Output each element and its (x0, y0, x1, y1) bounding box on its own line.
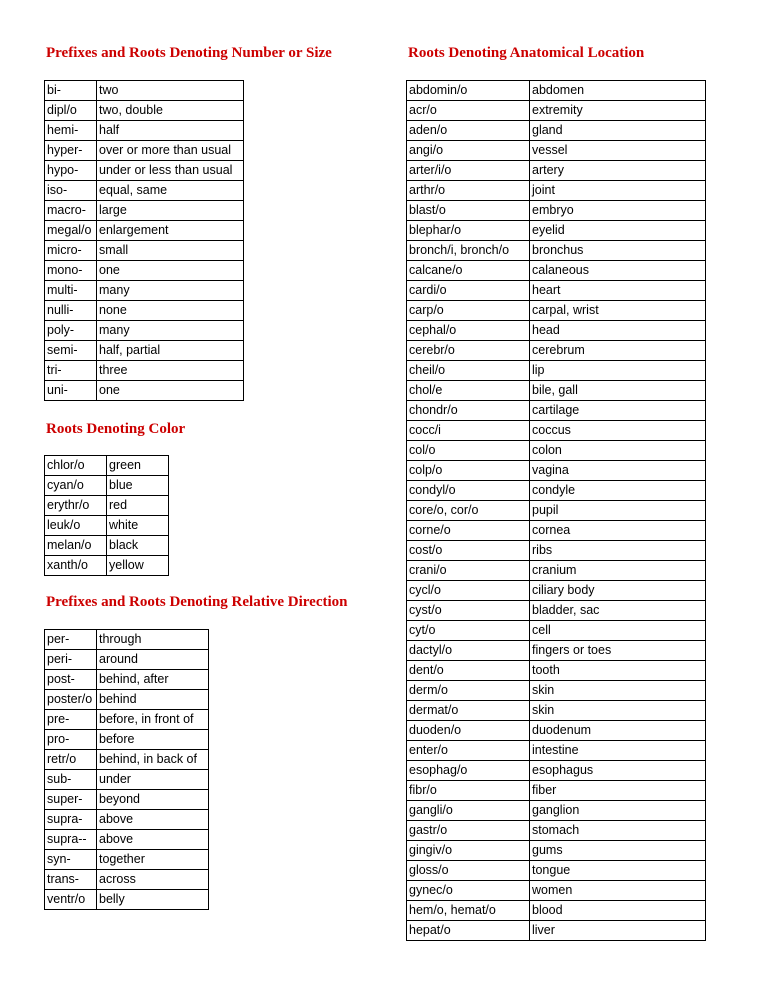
section-title-anatomical: Roots Denoting Anatomical Location (408, 45, 645, 61)
term-cell: core/o, cor/o (407, 501, 530, 521)
meaning-cell: half (97, 121, 244, 141)
term-cell: dactyl/o (407, 641, 530, 661)
table-row (45, 556, 169, 576)
meaning-cell: green (107, 456, 169, 476)
term-cell: cephal/o (407, 321, 530, 341)
table-row (45, 301, 244, 321)
table-row (45, 181, 244, 201)
meaning-cell: extremity (530, 101, 706, 121)
term-cell: chol/e (407, 381, 530, 401)
meaning-cell: one (97, 381, 244, 401)
term-cell: colp/o (407, 461, 530, 481)
term-cell: blast/o (407, 201, 530, 221)
section-title-direction: Prefixes and Roots Denoting Relative Direction (46, 594, 348, 610)
table-row (45, 670, 209, 690)
table-row (45, 101, 244, 121)
table-row (407, 841, 706, 861)
table-row (407, 561, 706, 581)
term-cell: hemi- (45, 121, 97, 141)
term-cell: corne/o (407, 521, 530, 541)
meaning-cell: many (97, 281, 244, 301)
table-row (407, 701, 706, 721)
meaning-cell: condyle (530, 481, 706, 501)
table-row (407, 81, 706, 101)
table-row (407, 221, 706, 241)
table-row (407, 321, 706, 341)
meaning-cell: esophagus (530, 761, 706, 781)
table-row (407, 881, 706, 901)
term-cell: nulli- (45, 301, 97, 321)
table-row (407, 861, 706, 881)
meaning-cell: liver (530, 921, 706, 941)
meaning-cell: head (530, 321, 706, 341)
meaning-cell: colon (530, 441, 706, 461)
meaning-cell: abdomen (530, 81, 706, 101)
table-row (45, 381, 244, 401)
table-row (45, 850, 209, 870)
table-row (407, 601, 706, 621)
meaning-cell: stomach (530, 821, 706, 841)
table-row (407, 361, 706, 381)
meaning-cell: vessel (530, 141, 706, 161)
meaning-cell: large (97, 201, 244, 221)
table-row (407, 681, 706, 701)
color-table (44, 455, 169, 576)
term-cell: col/o (407, 441, 530, 461)
term-cell: chondr/o (407, 401, 530, 421)
table-row (407, 121, 706, 141)
term-cell: fibr/o (407, 781, 530, 801)
term-cell: trans- (45, 870, 97, 890)
term-cell: cocc/i (407, 421, 530, 441)
table-row (407, 161, 706, 181)
table-row (407, 821, 706, 841)
meaning-cell: cornea (530, 521, 706, 541)
table-row (407, 741, 706, 761)
meaning-cell: coccus (530, 421, 706, 441)
table-row (407, 761, 706, 781)
meaning-cell: gums (530, 841, 706, 861)
table-row (45, 630, 209, 650)
term-cell: gynec/o (407, 881, 530, 901)
table-row (407, 661, 706, 681)
term-cell: cyan/o (45, 476, 107, 496)
term-cell: super- (45, 790, 97, 810)
term-cell: arter/i/o (407, 161, 530, 181)
meaning-cell: three (97, 361, 244, 381)
meaning-cell: cartilage (530, 401, 706, 421)
meaning-cell: skin (530, 681, 706, 701)
section-title-color: Roots Denoting Color (46, 421, 186, 437)
term-cell: bronch/i, bronch/o (407, 241, 530, 261)
meaning-cell: lip (530, 361, 706, 381)
table-row (407, 301, 706, 321)
meaning-cell: equal, same (97, 181, 244, 201)
table-row (45, 690, 209, 710)
table-row (407, 341, 706, 361)
term-cell: enter/o (407, 741, 530, 761)
meaning-cell: belly (97, 890, 209, 910)
table-row (45, 261, 244, 281)
table-row (45, 710, 209, 730)
table-row (407, 901, 706, 921)
term-cell: post- (45, 670, 97, 690)
term-cell: retr/o (45, 750, 97, 770)
meaning-cell: ribs (530, 541, 706, 561)
term-cell: supra-- (45, 830, 97, 850)
term-cell: semi- (45, 341, 97, 361)
table-row (45, 516, 169, 536)
meaning-cell: red (107, 496, 169, 516)
meaning-cell: above (97, 810, 209, 830)
table-row (45, 81, 244, 101)
table-row (407, 461, 706, 481)
term-cell: multi- (45, 281, 97, 301)
term-cell: micro- (45, 241, 97, 261)
meaning-cell: blood (530, 901, 706, 921)
meaning-cell: blue (107, 476, 169, 496)
term-cell: cost/o (407, 541, 530, 561)
meaning-cell: joint (530, 181, 706, 201)
meaning-cell: duodenum (530, 721, 706, 741)
term-cell: blephar/o (407, 221, 530, 241)
number-size-table (44, 80, 244, 401)
table-row (407, 521, 706, 541)
meaning-cell: enlargement (97, 221, 244, 241)
term-cell: tri- (45, 361, 97, 381)
meaning-cell: eyelid (530, 221, 706, 241)
term-cell: bi- (45, 81, 97, 101)
term-cell: duoden/o (407, 721, 530, 741)
term-cell: dipl/o (45, 101, 97, 121)
table-row (45, 121, 244, 141)
table-row (45, 750, 209, 770)
table-row (45, 650, 209, 670)
table-row (407, 641, 706, 661)
table-row (407, 781, 706, 801)
meaning-cell: bronchus (530, 241, 706, 261)
meaning-cell: before (97, 730, 209, 750)
table-row (407, 101, 706, 121)
term-cell: angi/o (407, 141, 530, 161)
meaning-cell: tongue (530, 861, 706, 881)
meaning-cell: fiber (530, 781, 706, 801)
meaning-cell: artery (530, 161, 706, 181)
term-cell: leuk/o (45, 516, 107, 536)
meaning-cell: yellow (107, 556, 169, 576)
term-cell: peri- (45, 650, 97, 670)
term-cell: hyper- (45, 141, 97, 161)
meaning-cell: small (97, 241, 244, 261)
term-cell: cheil/o (407, 361, 530, 381)
meaning-cell: through (97, 630, 209, 650)
term-cell: derm/o (407, 681, 530, 701)
meaning-cell: white (107, 516, 169, 536)
table-row (407, 201, 706, 221)
meaning-cell: black (107, 536, 169, 556)
meaning-cell: under (97, 770, 209, 790)
section-title-number-size: Prefixes and Roots Denoting Number or Size (46, 45, 332, 61)
term-cell: abdomin/o (407, 81, 530, 101)
table-row (45, 361, 244, 381)
term-cell: iso- (45, 181, 97, 201)
meaning-cell: cerebrum (530, 341, 706, 361)
term-cell: calcane/o (407, 261, 530, 281)
meaning-cell: above (97, 830, 209, 850)
term-cell: xanth/o (45, 556, 107, 576)
table-row (45, 241, 244, 261)
table-row (407, 501, 706, 521)
table-row (407, 281, 706, 301)
table-row (45, 321, 244, 341)
meaning-cell: one (97, 261, 244, 281)
table-row (407, 421, 706, 441)
meaning-cell: behind, in back of (97, 750, 209, 770)
term-cell: sub- (45, 770, 97, 790)
term-cell: pro- (45, 730, 97, 750)
term-cell: acr/o (407, 101, 530, 121)
table-row (407, 401, 706, 421)
table-row (45, 281, 244, 301)
term-cell: hem/o, hemat/o (407, 901, 530, 921)
table-row (407, 141, 706, 161)
table-row (45, 201, 244, 221)
term-cell: cardi/o (407, 281, 530, 301)
anatomical-table (406, 80, 706, 941)
table-row (407, 181, 706, 201)
term-cell: carp/o (407, 301, 530, 321)
meaning-cell: cell (530, 621, 706, 641)
term-cell: chlor/o (45, 456, 107, 476)
meaning-cell: cranium (530, 561, 706, 581)
term-cell: poly- (45, 321, 97, 341)
term-cell: aden/o (407, 121, 530, 141)
meaning-cell: tooth (530, 661, 706, 681)
meaning-cell: ciliary body (530, 581, 706, 601)
table-row (407, 581, 706, 601)
table-row (407, 921, 706, 941)
table-row (407, 261, 706, 281)
term-cell: arthr/o (407, 181, 530, 201)
term-cell: cycl/o (407, 581, 530, 601)
table-row (407, 541, 706, 561)
table-row (45, 870, 209, 890)
meaning-cell: over or more than usual (97, 141, 244, 161)
table-row (407, 381, 706, 401)
meaning-cell: two (97, 81, 244, 101)
term-cell: melan/o (45, 536, 107, 556)
table-row (45, 830, 209, 850)
term-cell: per- (45, 630, 97, 650)
meaning-cell: two, double (97, 101, 244, 121)
term-cell: cyst/o (407, 601, 530, 621)
table-row (45, 476, 169, 496)
table-row (45, 770, 209, 790)
table-row (407, 441, 706, 461)
term-cell: pre- (45, 710, 97, 730)
table-row (45, 141, 244, 161)
meaning-cell: none (97, 301, 244, 321)
term-cell: megal/o (45, 221, 97, 241)
meaning-cell: pupil (530, 501, 706, 521)
meaning-cell: bile, gall (530, 381, 706, 401)
table-row (45, 161, 244, 181)
meaning-cell: behind (97, 690, 209, 710)
term-cell: syn- (45, 850, 97, 870)
meaning-cell: gland (530, 121, 706, 141)
table-row (45, 536, 169, 556)
meaning-cell: before, in front of (97, 710, 209, 730)
table-row (45, 496, 169, 516)
table-row (45, 810, 209, 830)
term-cell: mono- (45, 261, 97, 281)
term-cell: ventr/o (45, 890, 97, 910)
term-cell: condyl/o (407, 481, 530, 501)
direction-table (44, 629, 209, 910)
meaning-cell: fingers or toes (530, 641, 706, 661)
meaning-cell: across (97, 870, 209, 890)
meaning-cell: bladder, sac (530, 601, 706, 621)
meaning-cell: intestine (530, 741, 706, 761)
term-cell: gastr/o (407, 821, 530, 841)
table-row (407, 241, 706, 261)
term-cell: dent/o (407, 661, 530, 681)
table-row (45, 341, 244, 361)
term-cell: crani/o (407, 561, 530, 581)
term-cell: hepat/o (407, 921, 530, 941)
term-cell: dermat/o (407, 701, 530, 721)
term-cell: gangli/o (407, 801, 530, 821)
term-cell: cyt/o (407, 621, 530, 641)
term-cell: uni- (45, 381, 97, 401)
meaning-cell: calaneous (530, 261, 706, 281)
table-row (45, 456, 169, 476)
meaning-cell: women (530, 881, 706, 901)
meaning-cell: together (97, 850, 209, 870)
table-row (407, 481, 706, 501)
table-row (45, 221, 244, 241)
meaning-cell: around (97, 650, 209, 670)
term-cell: macro- (45, 201, 97, 221)
table-row (407, 801, 706, 821)
meaning-cell: behind, after (97, 670, 209, 690)
meaning-cell: skin (530, 701, 706, 721)
term-cell: erythr/o (45, 496, 107, 516)
term-cell: gingiv/o (407, 841, 530, 861)
meaning-cell: carpal, wrist (530, 301, 706, 321)
meaning-cell: beyond (97, 790, 209, 810)
meaning-cell: vagina (530, 461, 706, 481)
meaning-cell: heart (530, 281, 706, 301)
term-cell: supra- (45, 810, 97, 830)
term-cell: cerebr/o (407, 341, 530, 361)
meaning-cell: ganglion (530, 801, 706, 821)
term-cell: esophag/o (407, 761, 530, 781)
table-row (407, 621, 706, 641)
meaning-cell: embryo (530, 201, 706, 221)
table-row (45, 790, 209, 810)
term-cell: poster/o (45, 690, 97, 710)
term-cell: gloss/o (407, 861, 530, 881)
meaning-cell: half, partial (97, 341, 244, 361)
meaning-cell: many (97, 321, 244, 341)
term-cell: hypo- (45, 161, 97, 181)
meaning-cell: under or less than usual (97, 161, 244, 181)
table-row (45, 730, 209, 750)
table-row (45, 890, 209, 910)
table-row (407, 721, 706, 741)
